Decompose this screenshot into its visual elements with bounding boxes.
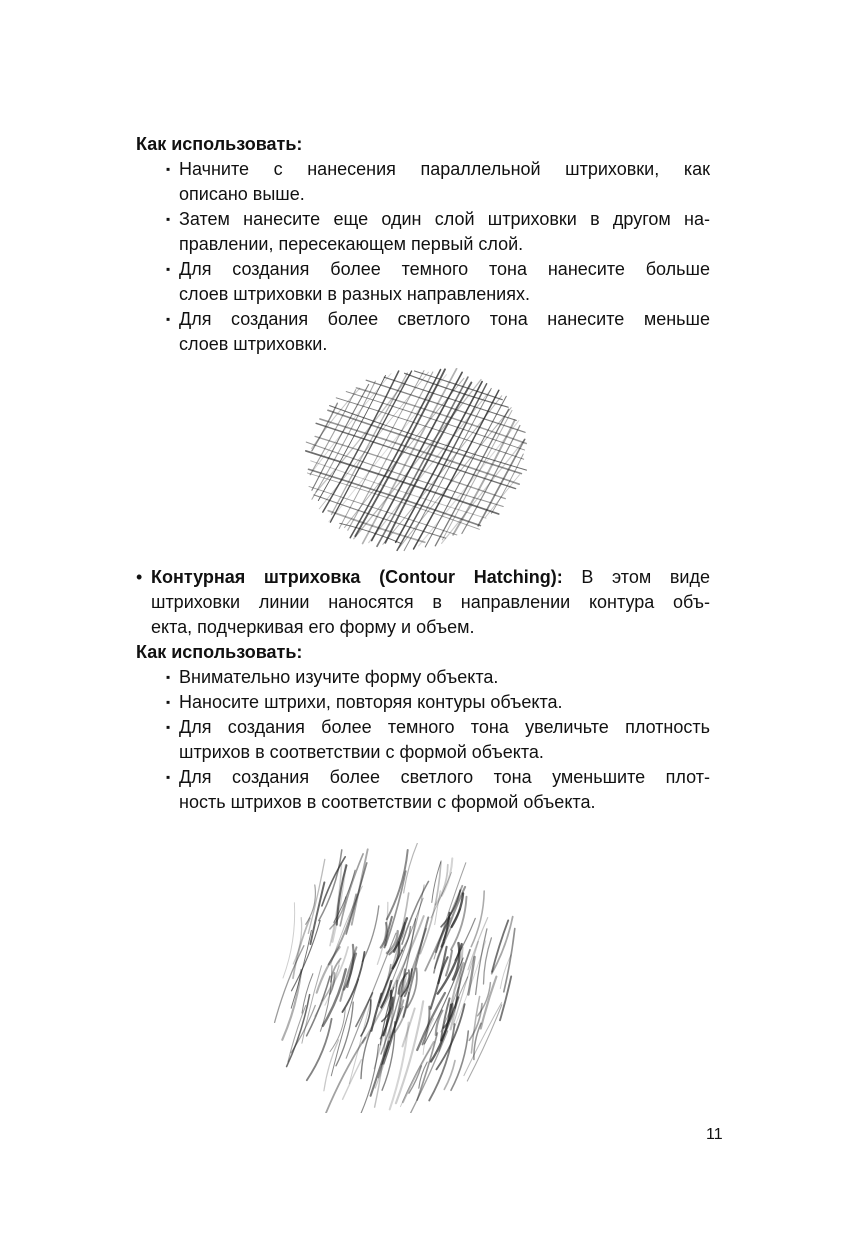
square-bullet-icon: ▪	[166, 162, 171, 176]
list-item	[136, 715, 710, 765]
square-bullet-icon: ▪	[166, 770, 171, 784]
text-line: Для создания более светлого тона уменьшите плот-	[179, 767, 710, 787]
list-item	[136, 307, 710, 357]
square-bullet-icon: ▪	[166, 262, 171, 276]
text-line: Контурная штриховка (Contour Hatching): В этом виде	[151, 567, 710, 587]
square-bullet-icon: ▪	[166, 695, 171, 709]
text-line: штрихов в соответствии с формой объекта.	[179, 742, 544, 762]
definition-term: Контурная штриховка (Contour Hatching):	[151, 567, 563, 587]
square-bullet-icon: ▪	[166, 312, 171, 326]
text-line: Наносите штрихи, повторяя контуры объекта.	[179, 692, 563, 712]
text-line: екта, подчеркивая его форму и объем.	[151, 617, 475, 637]
text-line: правлении, пересекающем первый слой.	[179, 234, 524, 254]
square-bullet-icon: ▪	[166, 670, 171, 684]
text-line: Начните с нанесения параллельной штриховки, как	[179, 159, 710, 179]
contour-hatching-drawing	[255, 843, 535, 1113]
text-line: ность штрихов в соответствии с формой объекта.	[179, 792, 596, 812]
howto-list-2	[136, 665, 710, 815]
list-item	[136, 157, 710, 207]
text-line: слоев штриховки в разных направлениях.	[179, 284, 530, 304]
square-bullet-icon: ▪	[166, 720, 171, 734]
text-line: Затем нанесите еще один слой штриховки в другом на-	[179, 209, 710, 229]
howto-heading-1: Как использовать:	[136, 134, 303, 154]
text-line: Для создания более темного тона нанесите больше	[179, 259, 710, 279]
round-bullet-icon: •	[136, 567, 143, 587]
section-contour-hatching	[136, 565, 710, 815]
howto-heading-2: Как использовать:	[136, 642, 303, 662]
page-number: 11	[706, 1126, 723, 1143]
text-line: Для создания более светлого тона нанесите меньше	[179, 309, 710, 329]
text-line: описано выше.	[179, 184, 305, 204]
cross-hatching-drawing	[301, 368, 531, 553]
list-item	[136, 257, 710, 307]
figure-cross-hatching	[301, 368, 531, 553]
text-line: штриховки линии наносятся в направлении контура объ-	[151, 592, 710, 612]
page-content	[136, 132, 710, 1113]
section-cross-hatching-howto	[136, 132, 710, 357]
text-line: слоев штриховки.	[179, 334, 328, 354]
figure-contour-hatching	[255, 843, 535, 1113]
contour-hatching-definition	[136, 565, 710, 640]
list-item	[136, 690, 710, 715]
list-item	[136, 665, 710, 690]
list-item	[136, 765, 710, 815]
text-line: Внимательно изучите форму объекта.	[179, 667, 499, 687]
text-line: Для создания более темного тона увеличьте плотность	[179, 717, 710, 737]
howto-list-1	[136, 157, 710, 357]
list-item	[136, 207, 710, 257]
definition-text	[151, 565, 710, 640]
square-bullet-icon: ▪	[166, 212, 171, 226]
